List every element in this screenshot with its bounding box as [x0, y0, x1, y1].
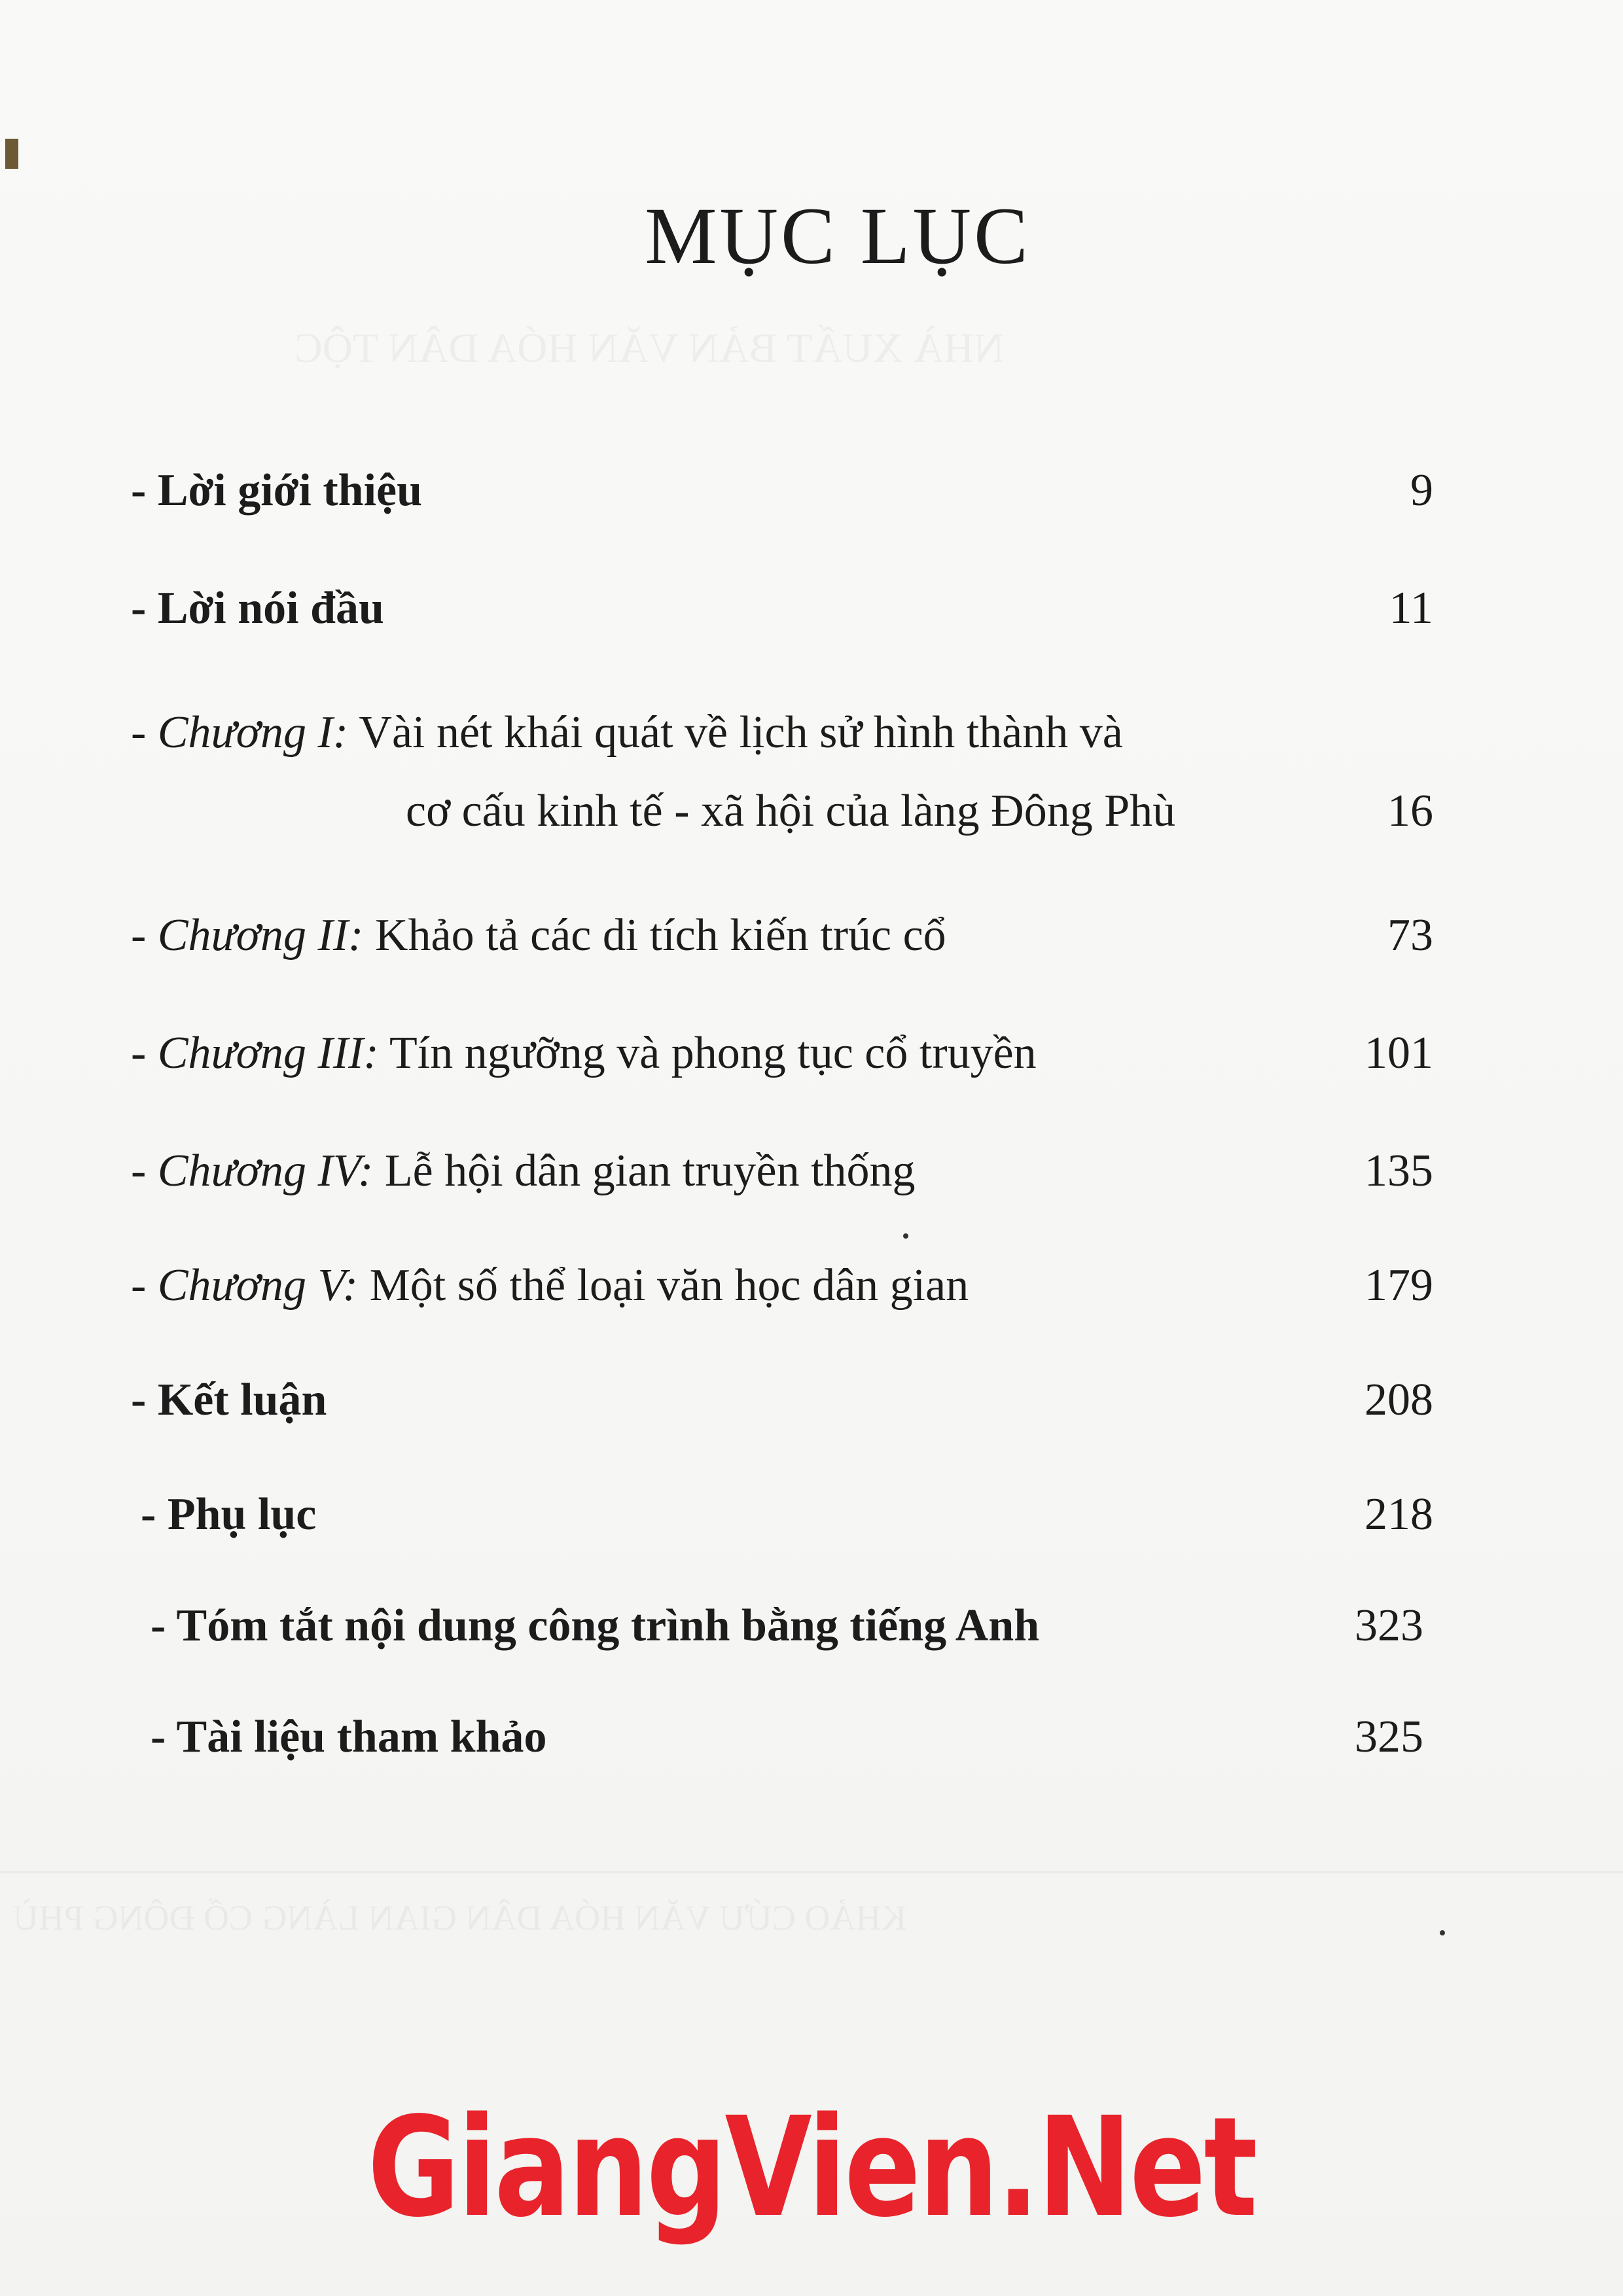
toc-entry-page: 135 — [1364, 1146, 1433, 1196]
toc-entry-label: - Chương II: Khảo tả các di tích kiến trúc cổ — [131, 910, 946, 961]
ink-speck — [1440, 1930, 1445, 1935]
toc-entry-label: - Chương V: Một số thể loại văn học dân gian — [131, 1260, 969, 1311]
bleed-through-colophon-title: KHẢO CỨU VĂN HÓA DÂN GIAN LÀNG CỔ ĐÔNG PHÙ — [13, 1898, 907, 1937]
toc-entry-chapter-2 — [131, 890, 1433, 962]
toc-entry-chapter-5 — [131, 1240, 1433, 1312]
toc-entry-page: 208 — [1364, 1375, 1433, 1425]
toc-entry-label: - Tóm tắt nội dung công trình bằng tiếng Anh — [151, 1600, 1040, 1651]
toc-entry-page: 9 — [1410, 465, 1433, 516]
toc-entry-label: - Chương I: Vài nét khái quát về lịch sử hình thành và — [131, 707, 1123, 758]
toc-entry-page: 73 — [1387, 910, 1433, 961]
toc-entry-appendix — [141, 1469, 1433, 1541]
toc-entry-page: 179 — [1364, 1260, 1433, 1311]
toc-entry-page: 16 — [1387, 786, 1433, 836]
toc-chapter-label: Chương I: — [157, 707, 349, 758]
toc-entry-conclusion — [131, 1354, 1433, 1426]
toc-entry-chapter-3 — [131, 1008, 1433, 1080]
toc-entry-references — [151, 1691, 1423, 1763]
toc-entry-page: 11 — [1389, 583, 1433, 633]
bleed-through-rule — [0, 1871, 1623, 1873]
toc-entry-introduction — [131, 445, 1433, 517]
toc-entry-label: - Kết luận — [131, 1375, 327, 1425]
toc-entry-label: - Chương IV: Lễ hội dân gian truyền thống — [131, 1146, 916, 1196]
bleed-through-publisher: NHÀ XUẤT BẢN VĂN HÓA DÂN TỘC — [294, 325, 1005, 371]
watermark-logo: GiangVien.Net — [367, 2087, 1256, 2248]
toc-entry-chapter-4 — [131, 1125, 1433, 1197]
toc-entry-label: - Lời nói đầu — [131, 583, 384, 633]
toc-entry-english-summary — [151, 1580, 1423, 1652]
toc-entry-page: 323 — [1355, 1600, 1423, 1651]
toc-chapter-label: Chương III: — [157, 1028, 379, 1078]
toc-chapter-label: Chương IV: — [157, 1146, 374, 1196]
toc-entry-page: 101 — [1364, 1028, 1433, 1078]
toc-entry-page: 218 — [1364, 1489, 1433, 1540]
toc-chapter-label: Chương II: — [157, 910, 364, 961]
toc-entry-label-continued: cơ cấu kinh tế - xã hội của làng Đông Phù — [406, 786, 1176, 836]
toc-entry-label: - Chương III: Tín ngưỡng và phong tục cổ truyền — [131, 1028, 1037, 1078]
toc-entry-page: 325 — [1355, 1712, 1423, 1762]
toc-entry-preface — [131, 563, 1433, 635]
toc-entry-chapter-1 — [131, 687, 1433, 838]
page-title: MỤC LỤC — [645, 191, 1031, 281]
ink-speck — [903, 1233, 908, 1239]
toc-chapter-label: Chương V: — [157, 1260, 359, 1311]
binding-edge-mark — [5, 139, 18, 169]
toc-entry-label: - Phụ lục — [141, 1489, 317, 1540]
toc-entry-label: - Tài liệu tham khảo — [151, 1712, 547, 1762]
toc-entry-label: - Lời giới thiệu — [131, 465, 423, 516]
